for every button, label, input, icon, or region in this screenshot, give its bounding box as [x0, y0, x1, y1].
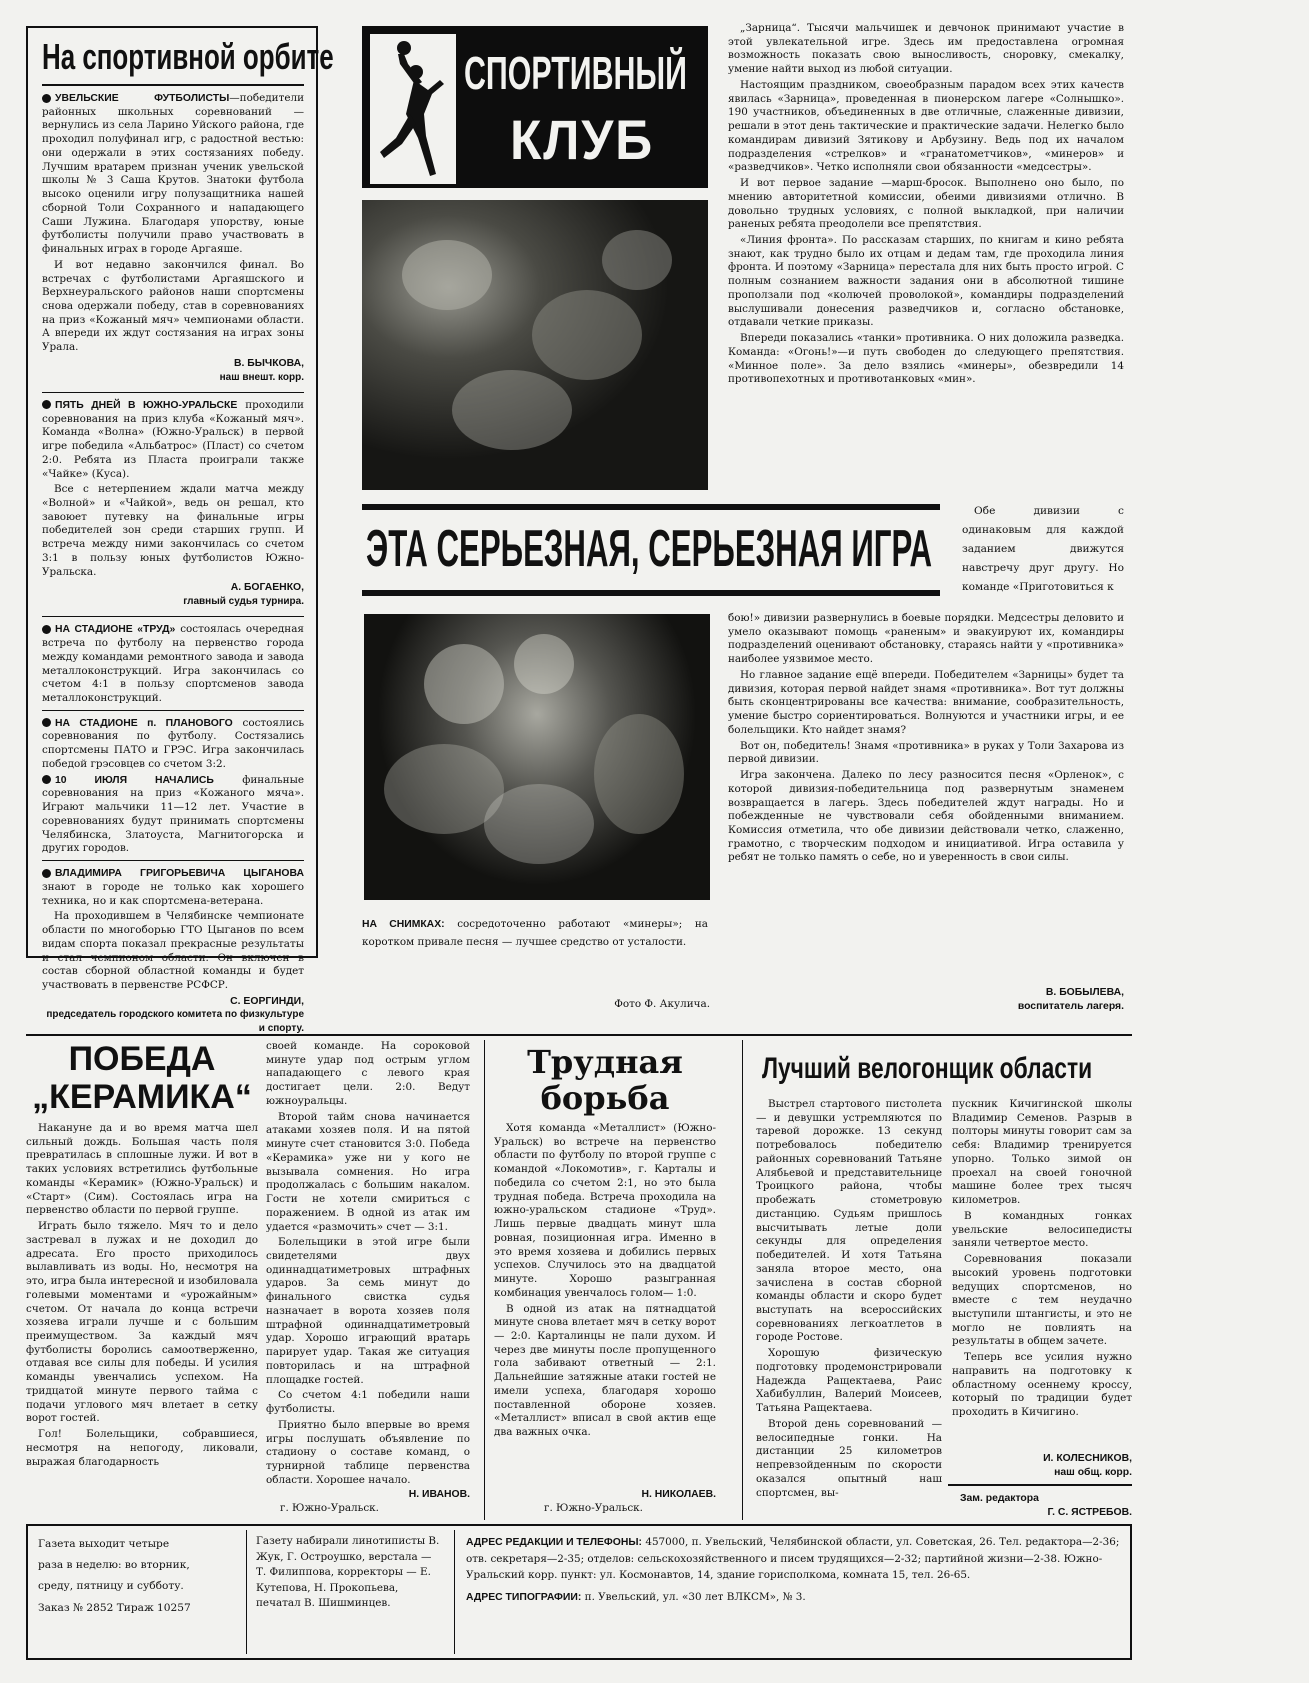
footer [26, 1524, 1132, 1660]
column-rule [948, 1484, 1132, 1486]
bullet-icon [42, 718, 51, 727]
trudnaya-text: Хотя команда «Металлист» (Южно-Уральск) во встрече на первенство области по футболу по второй группе с командой «Локомотив», г. Карталы и победила со счетом 2:1, но это была трудная победа. Встреча проходила на южно-уральском стадионе «Труд». Лишь первые двадцать минут шла ровная, позиционная игра. Именно в это время хозяева и добились первых успехов. Случилось это на двадцатой минуте. Хорошо разыгранная комбинация увенчалось голом— 1:0. В одной из атак на пятнадцатой минуте снова влетает мяч в сетку ворот — 2:0. Карталинцы не пали духом. И через две минуты после пропущенного гола забивают ответный — 2:1. Дальнейшие затяжные атаки гостей не имели успеха, благодаря хорошо поставленной обороне хозяев. «Металлист» вписал в свой актив еще два важных очка. [494, 1122, 716, 1439]
headline-rule-top [362, 504, 940, 510]
main-article-signature: В. БОБЫЛЕВА, воспитатель лагеря. [1017, 987, 1124, 1012]
photo-credit: Фото Ф. Акулича. [614, 998, 710, 1010]
velogon-col2: пускник Кичигинской школы Владимир Семенов. Разрыв в полторы минуты говорит сам за себя: Владимир тренируется упорно. Только зимой он проехал на своей гоночной машине более трех тысяч километров. В командных гонках увельские велосипедисты заняли четвертое место. Соревнования показали высокий уровень подготовки ведущих спортсменов, но вместе с тем неудачно выступили штангисты, и это не могло не повлиять на результаты в общем зачете. Теперь все усилия нужно направить на подготовку к областному осеннему кроссу, который по традиции будет проходить в Кичигино. [952, 1098, 1132, 1419]
velogon-title: Лучший велогонщик области [762, 1052, 1093, 1085]
footer-publication-info: Газета выходит четыре раза в неделю: во вторник, среду, пятницу и субботу. Заказ № 2852 Тираж 10257 [38, 1538, 191, 1614]
athlete-silhouette-icon [370, 34, 456, 184]
keramik-col2: своей команде. На сороковой минуте удар под острым углом нападающего с левого края достигает цели. 2:0. Ведут южноуральцы. Второй тайм снова начинается атаками хозяев поля. И на пятой минуте счет становится 3:0. Победа «Керамика» уже ни у кого не вызывала сомнения. Но игра продолжалась с большим накалом. Гости не хотели смириться с поражением. В одной из атак им удается «размочить» счет — 3:1. Болельщики в этой игре были свидетелями двух одиннадцатиметровых штрафных ударов. За семь минут до финального свистка судья назначает в ворота хозяев поля штрафной одиннадцатиметровый удар. Хорошо играющий вратарь парирует удар. Такая же ситуация повторилась и на штрафной площадке гостей. Со счетом 4:1 победили наши футболисты. Приятно было впервые во время игры послушать объявление по стадиону о составе команд, о турнирной таблице первенства области. Хорошее начало. [266, 1040, 470, 1486]
velogon-col1: Выстрел стартового пистолета — и девушки устремляются по таревой дорожке. 13 секунд потребовалось победителю районных соревнований Татьяне Алябьевой и представительнице Троицкого района, чтобы пробежать стометровую дистанцию. Судьям пришлось высчитывать летые доли секунды для определения победителей. И хотя Татьяна заняла второе место, она зачислена в состав сборной команды области и скоро будет выступать на всероссийских соревнованиях легкоатлетов в городе Ростове. Хорошую физическую подготовку продемонстрировали Надежда Ращектаева, Раис Хабибуллин, Валерий Моисеев, Татьяна Ращектаева. Второй день соревнований — велосипедные гонки. На дистанции 25 километров непревзойденным по скорости оказался опытный наш спортсмен, вы- [756, 1098, 942, 1499]
section-divider [26, 1034, 1132, 1036]
photo-caption: НА СНИМКАХ: сосредоточенно работают «минеры»; на коротком привале песня — лучшее средство от усталости. [362, 918, 708, 948]
headline-rule-bottom [362, 590, 940, 596]
footer-typesetters: Газету набирали линотиписты В. Жук, Г. Остроушко, верстала — Т. Филиппова, корректоры — Е. Кутепова, Н. Прокопьева, печатал В. Шишминцев. [256, 1535, 440, 1610]
keramik-title: ПОБЕДА „КЕРАМИКА“ [32, 1040, 252, 1116]
news-item: ПЯТЬ ДНЕЙ В ЮЖНО-УРАЛЬСКЕ проходили соревнования на приз клуба «Кожаный мяч». Команда «Волна» (Южно-Уральск) в первой игре победила «Альбатрос» (Пласт) со счетом 2:0. Ребята из Пласта проиграли также «Чайке» (Куса). Все с нетерпением ждали матча между «Волной» и «Чайкой», ведь он решал, кто завоюет путевку на финальные игры победителей зон среди старших групп. И встреча между ними закончилась со счетом 3:1 в пользу юных футболистов Южно-Уральска. А. БОГАЕНКО, главный судья турнира. [42, 398, 304, 608]
bullet-icon [42, 94, 51, 103]
column-rule [742, 1040, 743, 1520]
bullet-icon [42, 869, 51, 878]
news-item: УВЕЛЬСКИЕ ФУТБОЛИСТЫ—победители районных школьных соревнований — вернулись из села Ларино Уйского района, где проходил полуфинал игр, с радостной вестью: они одержали в этих состязаниях победу. Лучшим вратарем признан ученик увельской школы № 3 Саша Крутов. Знатоки футбола высоко оценили игру полузащитника нашей сборной Толи Сохранного и нападающего Саши Лужина. Благодаря упорству, юные футболисты получили право участвовать в финальных играх в городе Аргаяше. И вот недавно закончился финал. Во встречах с футболистами Аргаяшского и Верхнеуральского районов наши спортсмены снова одержали победу, став в соревнованиях на приз «Кожаный мяч» чемпионами области. А впереди их ждут состязания на играх зоны Урала. В. БЫЧКОВА, наш внешт. корр. [42, 92, 304, 383]
news-item: 10 ИЮЛЯ НАЧАЛИСЬ финальные соревнования на приз «Кожаного мяча». Играют мальчики 11—12 лет. Участие в соревнованиях будут принимать спортсмены Челябинска, Златоуста, Магнитогорска и других городов. [42, 773, 304, 855]
main-headline: ЭТА СЕРЬЕЗНАЯ, СЕРЬЕЗНАЯ ИГРА [366, 520, 933, 578]
left-column-title: На спортивной орбите [42, 36, 334, 77]
keramik-col1: Накануне да и во время матча шел сильный дождь. Большая часть поля превратилась в сплошные лужи. И вот в таких условиях встретились футбольные команды «Керамик» (Южно-Уральск) и «Старт» (Сим). Состоялась игра на первенство области по первой группе. Играть было тяжело. Мяч то и дело застревал в лужах и не доходил до адресата. Его просто приходилось вылавливать из воды. Но, несмотря на это, игра была интересной и изобиловала голевыми моментами и «урожайным» счетом. От начала до конца встречи хозяева играли лучше и с большим преимуществом. За каждый мяч футболисты боролись самоотверженно, отдавая все силы для победы. И усилия команды увенчались успехом. На тридцатой минуте первого тайма с подачи углового мяч влетает в сетку ворот гостей. Гол! Болельщики, собравшиеся, несмотря на непогоду, ликовали, выражая благодарность [26, 1122, 258, 1468]
club-title-line2: КЛУБ [510, 108, 655, 171]
bullet-icon [42, 625, 51, 634]
news-item: НА СТАДИОНЕ п. ПЛАНОВОГО состоялись соревнования по футболу. Состязались спортсмены ПАТО и ГРЭС. Игра закончилась победой грэсовцев со счетом 3:2. [42, 716, 304, 770]
velogon-signature: И. КОЛЕСНИКОВ, наш общ. корр. [1043, 1453, 1132, 1478]
main-article-top-text: „Зарница“. Тысячи мальчишек и девчонок принимают участие в этой увлекательной игре. Здесь им предоставлена огромная возможность показать свою выносливость, сноровку, смекалку, умение найти выход из любой ситуации. Настоящим праздником, своеобразным парадом всех этих качеств явилась «Зарница», проведенная в пионерском лагере «Солнышко». 190 участников, объединенных в две отличные, слаженные дивизии, решали в этот день тактические и практические задачи. Нелегко было командирам дивизий Зятикову и Арбузину. Ведь под их началом подразделения «стрелков» и «гранатометчиков», «минеров» и «разведчиков». Четко исполняли свои обязанности «медсестры». И вот первое задание —марш-бросок. Выполнено оно было, по мнению авторитетной комиссии, обеими дивизиями отлично. В довольно трудных условиях, с полной выкладкой, при наличии раненых ребята преодолели все препятствия. «Линия фронта». По рассказам старших, по книгам и кино ребята знают, как трудно было их отцам и дедам там, где проходила линия фронта. И поэтому «Зарница» перестала для них быть просто игрой. С полным сознанием важности задания они в абсолютной тишине проползали под «колючей проволокой», командиры подразделений выслушивали донесения разведчиков и, согласно обстановке, отдавали четкие приказы. Впереди показались «танки» противника. О них доложила разведка. Команда: «Огонь!»—и путь свободен до следующего препятствия. «Минное поле». За дело взялись «минеры», обезвредили 14 противопехотных и противотанковых «мин». [728, 22, 1124, 386]
news-item: НА СТАДИОНЕ «ТРУД» состоялась очередная встреча по футболу на первенство города между командами ремонтного завода и завода металлоконструкций. Игра закончилась со счетом 4:1 в пользу спортсменов завода металлоконструкций. [42, 623, 304, 705]
trudnaya-signature: Н. НИКОЛАЕВ. г. Южно-Уральск. [544, 1489, 716, 1514]
deputy-editor: Зам. редактора Г. С. ЯСТРЕБОВ. [960, 1493, 1132, 1518]
bullet-icon [42, 400, 51, 409]
main-article-side-text: Обе дивизии с одинаковым для каждой заданием движутся навстречу друг другу. Но команде «Приготовиться к [962, 505, 1124, 594]
photo-rest-song [364, 614, 710, 900]
news-item: ВЛАДИМИРА ГРИГОРЬЕВИЧА ЦЫГАНОВА знают в городе не только как хорошего техника, но и как спортсмена-ветерана. На проходившем в Челябинске чемпионате области по многоборью ГТО Цыганов по всем видам спорта показал прекрасные результаты и стал чемпионом области. Он включен в состав сборной областной команды и будет участвовать в первенстве РСФСР. С. ЕОРГИНДИ, председатель городского комитета по физкультуре и спорту. [42, 868, 304, 1034]
left-column [26, 26, 334, 1034]
main-article-bottom-text: бою!» дивизии развернулись в боевые порядки. Медсестры деловито и умело оказывают помощь «раненым» и эвакуируют их, командиры подразделений оценивают обстановку, стараясь найти у «противника» наиболее уязвимое место. Но главное задание ещё впереди. Победителем «Зарницы» будет та дивизия, которая первой найдет знамя «противника». Вот тут должны быть сконцентрированы все качества: внимание, сообразительность, умение быстро сориентироваться. Волнуются и участники игры, и ее болельщики. Кто найдет знамя? Вот он, победитель! Знамя «противника» в руках у Толи Захарова из первой дивизии. Игра закончена. Далеко по лесу разносится песня «Орленок», с которой дивизия-победительница под развернутым знаменем возвращается в лагерь. Здесь победителей ждут награды. Но и побежденные не чувствовали себя обойденными вниманием. Комиссия отметила, что обе дивизии действовали четко, слаженно, грамотно, с творческим подходом и инициативой. Игра оставила у ребят не только память о себе, но и уверенность в свои силы. [728, 612, 1124, 864]
sport-club-header [362, 26, 708, 188]
column-rule [484, 1040, 485, 1520]
club-title-line1: СПОРТИВНЫЙ [464, 47, 687, 99]
bullet-icon [42, 775, 51, 784]
trudnaya-title: Трудная борьба [527, 1043, 683, 1117]
keramik-signature: Н. ИВАНОВ. г. Южно-Уральск. [280, 1489, 470, 1514]
photo-miners [362, 200, 708, 490]
footer-address: АДРЕС РЕДАКЦИИ И ТЕЛЕФОНЫ: 457000, п. Увельский, Челябинской области, ул. Советская, 26. Тел. редактора—2-36; отв. секретаря—2-35; отделов: сельскохозяйственного и писем трудящихся—2-32; партийной жизни—2-38. Южно-Уральский корр. пункт: ул. Космонавтов, 14, здание горисполкома, комната 15, тел. 26-65. АДРЕС ТИПОГРАФИИ: п. Увельский, ул. «30 лет ВЛКСМ», № 3. [466, 1536, 1120, 1604]
